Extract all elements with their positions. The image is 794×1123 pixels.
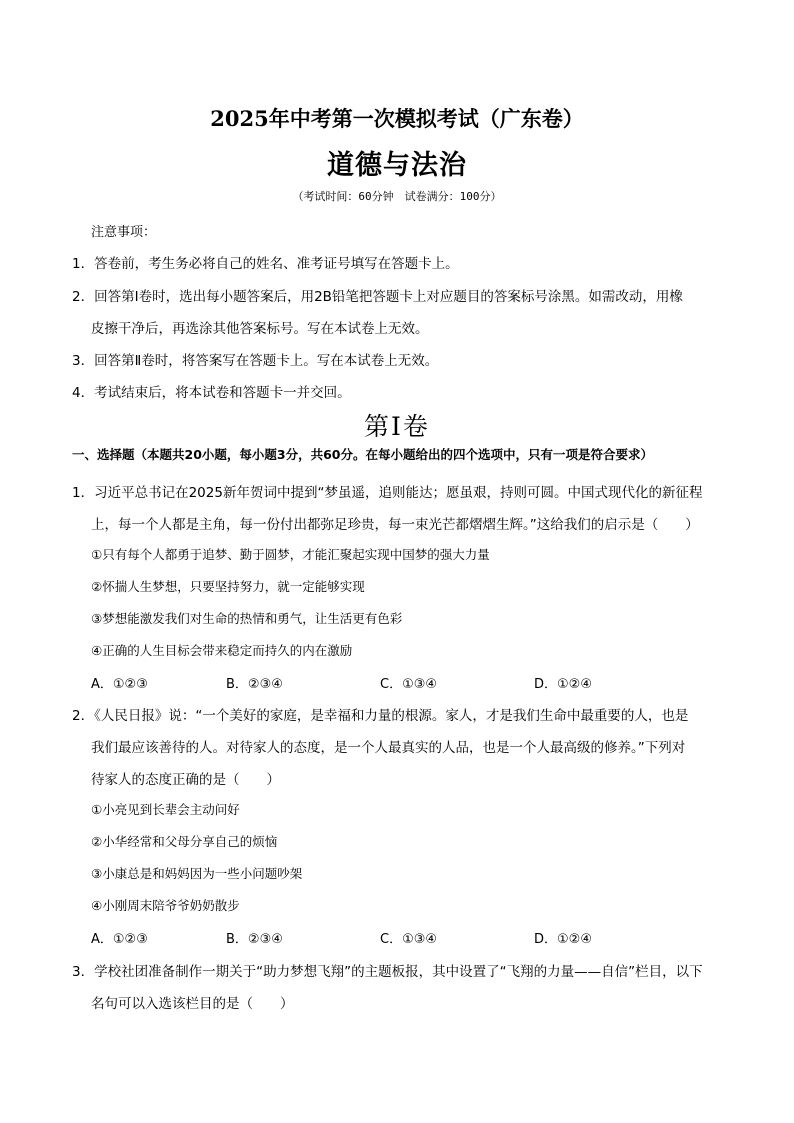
note-item: 1．答卷前，考生务必将自己的姓名、准考证号填写在答题卡上。 xyxy=(72,256,459,272)
question-2-choice-b: B．②③④ xyxy=(226,932,283,947)
question-1-choice-b: B．②③④ xyxy=(226,677,283,692)
question-1-stem: 上，每一个人都是主角，每一份付出都弥足珍贵，每一束光芒都熠熠生辉。”这给我们的启示是（ ） xyxy=(91,517,699,533)
question-1-stem: 1．习近平总书记在2025新年贺词中提到“梦虽遥，追则能达；愿虽艰，持则可圆。中国式现代化的新征程 xyxy=(72,485,703,501)
question-3-stem: 3．学校社团准备制作一期关于“助力梦想飞翔”的主题板报，其中设置了“飞翔的力量——自信”栏目，以下 xyxy=(72,964,703,980)
question-1-choice-c: C．①③④ xyxy=(380,677,438,692)
question-2-stem: 待家人的态度正确的是（ ） xyxy=(91,772,280,788)
note-item: 3．回答第Ⅱ卷时，将答案写在答题卡上。写在本试卷上无效。 xyxy=(72,353,439,369)
question-1-choice-d: D．①②④ xyxy=(534,677,592,692)
subject-title: 道德与法治 xyxy=(327,150,467,181)
exam-title: 2025年中考第一次模拟考试（广东卷） xyxy=(210,106,584,131)
notes-heading: 注意事项： xyxy=(91,225,157,240)
question-3-stem: 名句可以入选该栏目的是（ ） xyxy=(91,996,294,1012)
question-2-statement: ③小康总是和妈妈因为一些小问题吵架 xyxy=(91,866,303,881)
exam-info: （考试时间：60分钟 试卷满分：100分） xyxy=(292,190,502,203)
question-2-statement: ④小刚周末陪爷爷奶奶散步 xyxy=(91,898,240,913)
section-title: 一、选择题（本题共20小题，每小题3分，共60分。在每小题给出的四个选项中，只有一项是符合要求） xyxy=(72,447,653,462)
question-2-stem: 我们最应该善待的人。对待家人的态度，是一个人最真实的人品，也是一个人最高级的修养。”下列对 xyxy=(91,740,686,756)
question-1-statement: ③梦想能激发我们对生命的热情和勇气，让生活更有色彩 xyxy=(91,611,403,626)
note-item-continuation: 皮擦干净后，再选涂其他答案标号。写在本试卷上无效。 xyxy=(91,321,429,337)
note-item: 2．回答第Ⅰ卷时，选出每小题答案后，用2B铅笔把答题卡上对应题目的答案标号涂黑。如需改动，用橡 xyxy=(72,289,683,305)
question-2-stem: 2．《人民日报》说：“一个美好的家庭，是幸福和力量的根源。家人，才是我们生命中最重要的人，也是 xyxy=(72,708,689,724)
question-2-choice-c: C．①③④ xyxy=(380,932,438,947)
note-item: 4．考试结束后，将本试卷和答题卡一并交回。 xyxy=(72,385,351,401)
volume-title: 第Ⅰ卷 xyxy=(364,412,430,441)
question-1-statement: ①只有每个人都勇于追梦、勤于圆梦，才能汇聚起实现中国梦的强大力量 xyxy=(91,547,490,562)
question-2-choice-a: A．①②③ xyxy=(91,932,148,947)
question-1-statement: ④正确的人生目标会带来稳定而持久的内在激励 xyxy=(91,643,353,658)
question-2-statement: ①小亮见到长辈会主动问好 xyxy=(91,802,240,817)
question-1-statement: ②怀揣人生梦想，只要坚持努力，就一定能够实现 xyxy=(91,579,365,594)
question-1-choice-a: A．①②③ xyxy=(91,677,148,692)
question-2-statement: ②小华经常和父母分享自己的烦恼 xyxy=(91,834,278,849)
question-2-choice-d: D．①②④ xyxy=(534,932,592,947)
